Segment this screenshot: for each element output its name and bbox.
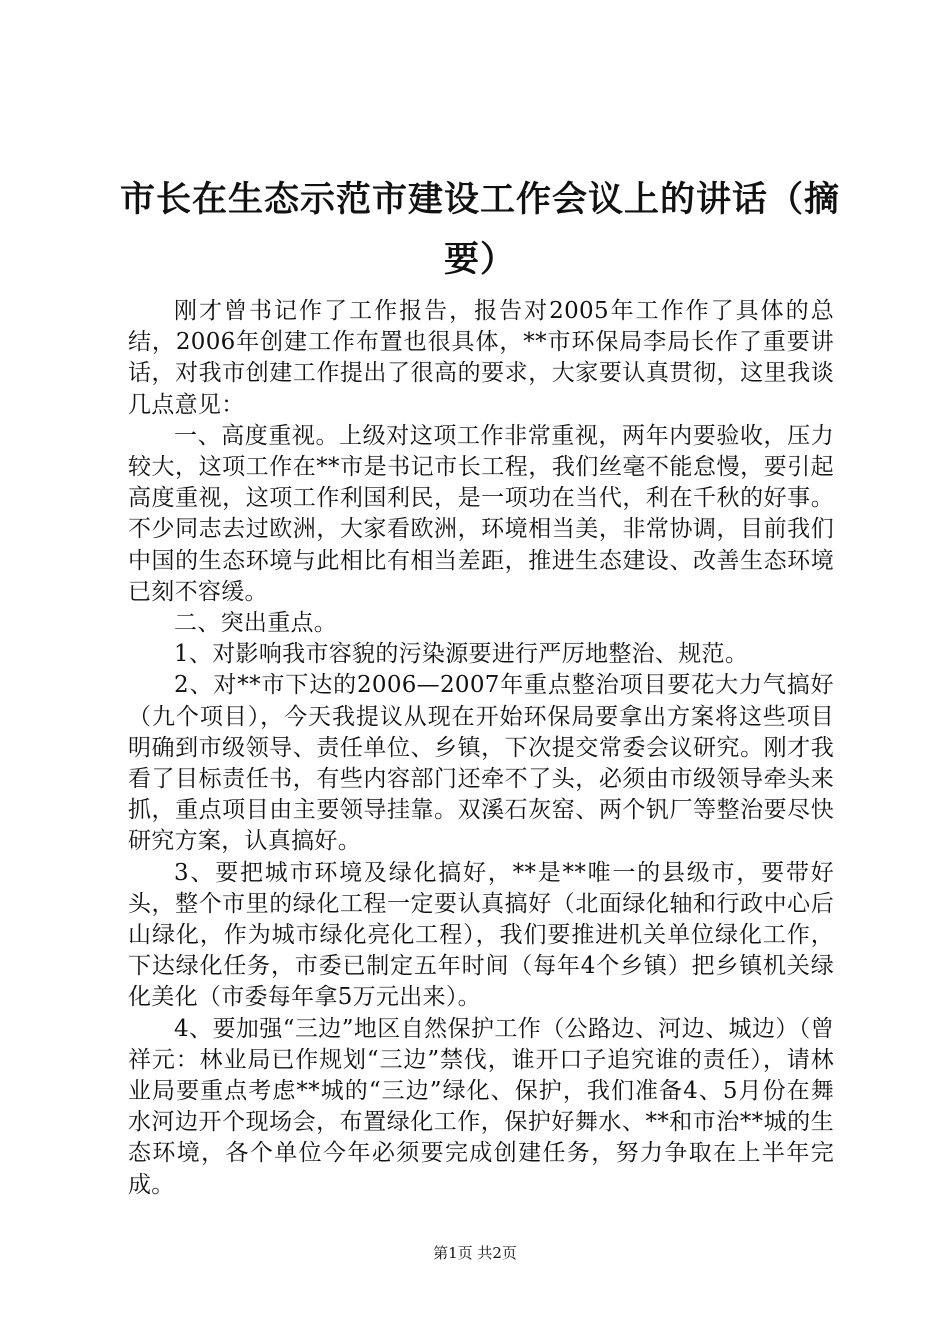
document-title: 市长在生态示范市建设工作会议上的讲话（摘要） (120, 180, 841, 280)
paragraph-section-2-heading: 二、突出重点。 (174, 610, 338, 637)
page-footer: 第1页 共2页 (433, 1244, 517, 1262)
paragraph-section-1: 一、高度重视。上级对这项工作非常重视，两年内要验收，压力较大，这项工作在**市是书记市长工程，我们丝毫不能怠慢，要引起高度重视，这项工作利国利民，是一项功在当代，利在千秋的好事。不少同志去过欧洲，大家看欧洲，环境相当美，非常协调，目前我们中国的生态环境与此相比有相当差距，推进生态建设、改善生态环境已刻不容缓。 (128, 422, 834, 605)
paragraph-intro: 刚才曾书记作了工作报告，报告对2005年工作作了具体的总结，2006年创建工作布置也很具体，**市环保局李局长作了重要讲话，对我市创建工作提出了很高的要求，大家要认真贯彻，这里我谈几点意见： (128, 298, 834, 418)
paragraph-item-3: 3、要把城市环境及绿化搞好，**是**唯一的县级市，要带好头，整个市里的绿化工程一定要认真搞好（北面绿化轴和行政中心后山绿化，作为城市绿化亮化工程），我们要推进机关单位绿化工作，下达绿化任务，市委已制定五年时间（每年4个乡镇）把乡镇机关绿化美化（市委每年拿5万元出来）。 (128, 859, 834, 1011)
paragraph-item-4: 4、要加强“三边”地区自然保护工作（公路边、河边、城边）（曾祥元：林业局已作规划“三边”禁伐，谁开口子追究谁的责任），请林业局要重点考虑**城的“三边”绿化、保护，我们准备4、5月份在舞水河边开个现场会，布置绿化工作，保护好舞水、**和市治**城的生态环境，各个单位今年必须要完成创建任务，努力争取在上半年完成。 (128, 1015, 834, 1198)
paragraph-item-1: 1、对影响我市容貌的污染源要进行严厉地整治、规范。 (174, 641, 749, 668)
document-body (128, 296, 834, 1201)
paragraph-item-2: 2、对**市下达的2006—2007年重点整治项目要花大力气搞好（九个项目），今天我提议从现在开始环保局要拿出方案将这些项目明确到市级领导、责任单位、乡镇，下次提交常委会议研究。刚才我看了目标责任书，有些内容部门还牵不了头，必须由市级领导牵头来抓，重点项目由主要领导挂靠。双溪石灰窑、两个钒厂等整治要尽快研究方案，认真搞好。 (128, 672, 834, 855)
